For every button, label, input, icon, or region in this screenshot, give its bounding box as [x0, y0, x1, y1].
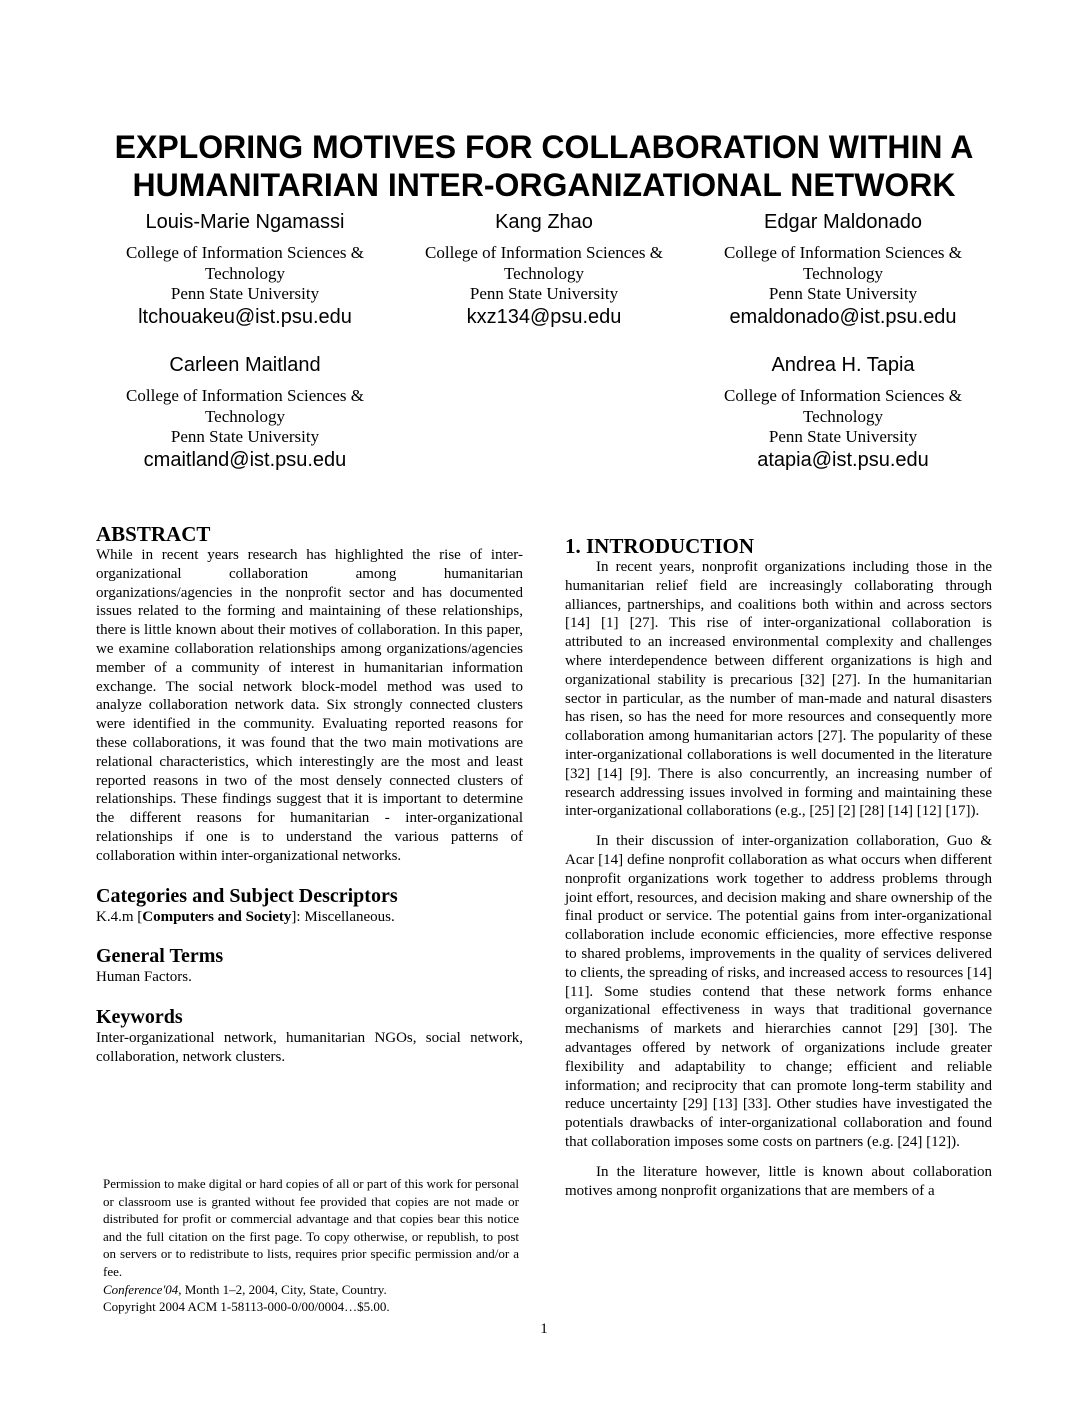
author-name: Carleen Maitland [169, 354, 321, 376]
author-block-2 [399, 210, 689, 329]
conference-line: Conference'04, Month 1–2, 2004, City, State, Country. [103, 1281, 387, 1297]
categories-heading: Categories and Subject Descriptors [96, 884, 398, 907]
author-university: Penn State University [768, 284, 918, 303]
author-email[interactable]: emaldonado@ist.psu.edu [729, 305, 957, 328]
categories-text: K.4.m [Computers and Society]: Miscellaneous. [96, 908, 395, 925]
author-affiliation: College of Information Sciences & [126, 243, 364, 262]
introduction-paragraph-3: In the literature however, little is known about collaboration motives among nonprofit organizations that are members of a [565, 1163, 992, 1199]
title-line-2: HUMANITARIAN INTER-ORGANIZATIONAL NETWORK [132, 167, 956, 203]
author-affiliation: College of Information Sciences & [724, 243, 962, 262]
author-university: Penn State University [768, 427, 918, 446]
author-university: Penn State University [469, 284, 619, 303]
permission-block [103, 1175, 519, 1316]
author-name: Edgar Maldonado [764, 211, 922, 233]
author-name: Louis-Marie Ngamassi [145, 211, 345, 233]
author-university: Penn State University [170, 427, 320, 446]
author-affiliation: Technology [503, 263, 584, 283]
title-line-1: EXPLORING MOTIVES FOR COLLABORATION WITHIN A [114, 129, 974, 165]
author-email[interactable]: kxz134@psu.edu [466, 305, 622, 328]
keywords-text: Inter-organizational network, humanitarian NGOs, social network, collaboration, network clusters. [96, 1030, 523, 1065]
author-name: Kang Zhao [495, 211, 593, 233]
keywords-heading: Keywords [96, 1006, 183, 1029]
author-affiliation: College of Information Sciences & [425, 243, 663, 262]
author-block-4 [100, 353, 390, 472]
copyright-line: Copyright 2004 ACM 1-58113-000-0/00/0004…$5.00. [103, 1299, 390, 1315]
author-university: Penn State University [170, 284, 320, 303]
author-affiliation: College of Information Sciences & [126, 386, 364, 405]
introduction-paragraph-2: In their discussion of inter-organization collaboration, Guo & Acar [14] define nonprofit collaboration as what occurs when different nonprofit organizations work together to address problems through joint effort, resources, and decision making and share ownership of the final product or service. The potential gains from inter-organizational collaboration include economic efficiencies, more effective response to shared problems, improvements in the quality of services delivered to clients, the spreading of risks, and increased access to resources [14] [11]. Some studies contend that these network forms enhance organizational effectiveness in ways that traditional governance mechanisms of markets and hierarchies cannot [29] [30]. The advantages offered by network of organizations include greater flexibility and adaptability to change; efficient and reliable information; and reciprocity that can promote long-term stability and reduce uncertainty [29] [13] [33]. Other studies have investigated the potentials drawbacks of inter-organizational collaboration and found that collaboration imposes some costs on partners (e.g. [24] [12]). [565, 833, 992, 1150]
general-terms-text: Human Factors. [96, 969, 192, 986]
author-affiliation: Technology [802, 263, 883, 283]
right-column [565, 534, 992, 1200]
general-terms-heading: General Terms [96, 945, 224, 968]
categories-bold: Computers and Society [142, 908, 292, 925]
page-number: 1 [540, 1321, 548, 1337]
abstract-heading: ABSTRACT [96, 522, 211, 546]
author-affiliation: Technology [204, 263, 285, 283]
abstract-text: While in recent years research has highlighted the rise of inter-organizational collaboration among humanitarian organizations/agencies in the nonprofit sector and has documented issues related to the forming and maintaining of these relationships, there is little known about their motives of collaboration. In this paper, we examine collaboration relationships among organizations/agencies member of a community of interest in humanitarian information exchange. The social network block-model method was used to analyze collaboration network data. Six strongly connected clusters were identified in the community. Evaluating reported reasons for these collaborations, it was found that the two main motivations are relational characteristics, which interestingly are the most and least reported reasons in two of the most densely connected clusters of relationships. These findings suggest that it is important to determine the different reasons for humanitarian - inter-organizational relationships if one is to understand the various patterns of collaboration within inter-organizational networks. [96, 547, 523, 864]
author-affiliation: College of Information Sciences & [724, 386, 962, 405]
author-block-3 [698, 210, 988, 329]
introduction-paragraph-1: In recent years, nonprofit organizations including those in the humanitarian relief field are increasingly collaborating through alliances, partnerships, and coalitions both within and across sectors [14] [1] [27]. This rise of inter-organizational collaboration is attributed to an increased environmental complexity and challenges where interdependence between different organizations is high and organizational stability is precarious [32] [27]. In the humanitarian sector in particular, as the number of man-made and natural disasters has risen, so has the need for more resources and consequently more collaboration among humanitarian actors [27]. The popularity of these inter-organizational collaborations is well documented in the literature [32] [14] [9]. There is also concurrently, an increasing number of research addressing issues involved in forming and maintaining these inter-organizational collaborations (e.g., [25] [2] [28] [14] [12] [17]). [565, 559, 992, 820]
author-affiliation: Technology [802, 406, 883, 426]
author-block-1 [100, 210, 390, 329]
author-email[interactable]: ltchouakeu@ist.psu.edu [138, 305, 352, 328]
author-affiliation: Technology [204, 406, 285, 426]
author-name: Andrea H. Tapia [771, 354, 915, 376]
introduction-heading: 1. INTRODUCTION [565, 534, 755, 558]
permission-text: Permission to make digital or hard copies of all or part of this work for personal or classroom use is granted without fee provided that copies are not made or distributed for profit or commercial advantage and that copies bear this notice and the full citation on the first page. To copy otherwise, or republish, to post on servers or to redistribute to lists, requires prior specific permission and/or a fee. [103, 1176, 519, 1279]
left-column [96, 522, 523, 1067]
paper-title [60, 128, 1028, 204]
author-block-5 [698, 353, 988, 472]
author-email[interactable]: atapia@ist.psu.edu [757, 448, 929, 471]
author-email[interactable]: cmaitland@ist.psu.edu [143, 448, 347, 471]
